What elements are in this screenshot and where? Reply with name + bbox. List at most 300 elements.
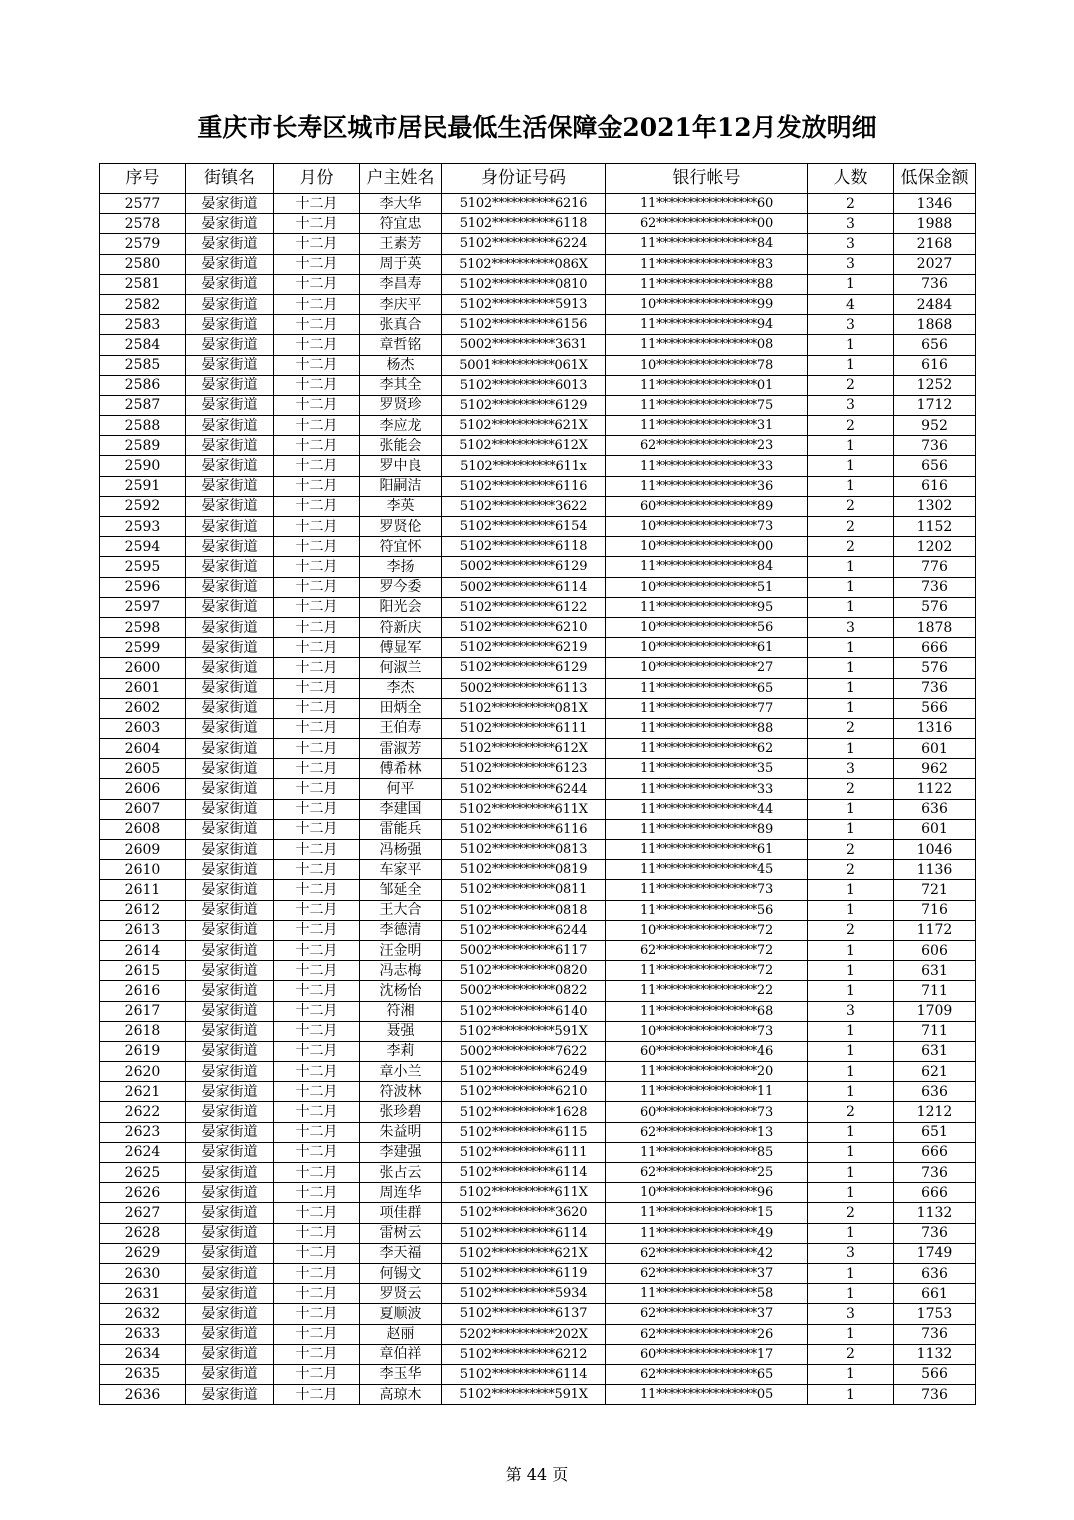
- cell-serial: 2629: [100, 1243, 186, 1263]
- cell-street: 晏家街道: [186, 234, 274, 254]
- cell-householder: 李英: [360, 496, 442, 516]
- cell-id-number: 5102**********0820: [442, 961, 606, 981]
- cell-people-count: 1: [808, 1284, 894, 1304]
- cell-street: 晏家街道: [186, 1102, 274, 1122]
- cell-amount: 666: [894, 1142, 976, 1162]
- cell-amount: 716: [894, 900, 976, 920]
- cell-street: 晏家街道: [186, 355, 274, 375]
- cell-bank-account: 10****************73: [606, 517, 808, 537]
- cell-month: 十二月: [274, 597, 360, 617]
- cell-serial: 2624: [100, 1142, 186, 1162]
- cell-month: 十二月: [274, 1082, 360, 1102]
- cell-serial: 2590: [100, 456, 186, 476]
- table-row: [100, 355, 976, 375]
- cell-serial: 2587: [100, 395, 186, 415]
- table-row: [100, 961, 976, 981]
- cell-id-number: 5102**********6111: [442, 1142, 606, 1162]
- cell-id-number: 5102**********6212: [442, 1344, 606, 1364]
- cell-bank-account: 11****************45: [606, 860, 808, 880]
- cell-serial: 2584: [100, 335, 186, 355]
- cell-householder: 章伯祥: [360, 1344, 442, 1364]
- cell-people-count: 1: [808, 355, 894, 375]
- table-row: [100, 274, 976, 294]
- cell-id-number: 5102**********6137: [442, 1304, 606, 1324]
- cell-street: 晏家街道: [186, 517, 274, 537]
- cell-serial: 2586: [100, 375, 186, 395]
- cell-people-count: 1: [808, 961, 894, 981]
- cell-id-number: 5002**********7622: [442, 1041, 606, 1061]
- table-row: [100, 234, 976, 254]
- table-row: [100, 597, 976, 617]
- cell-people-count: 1: [808, 1263, 894, 1283]
- cell-bank-account: 11****************62: [606, 739, 808, 759]
- cell-amount: 566: [894, 1364, 976, 1384]
- cell-householder: 邹延全: [360, 880, 442, 900]
- cell-serial: 2611: [100, 880, 186, 900]
- table-row: [100, 1284, 976, 1304]
- cell-bank-account: 10****************78: [606, 355, 808, 375]
- header-street: 街镇名: [186, 164, 274, 194]
- cell-amount: 616: [894, 355, 976, 375]
- table-row: [100, 1062, 976, 1082]
- cell-amount: 621: [894, 1062, 976, 1082]
- cell-householder: 符宜怀: [360, 537, 442, 557]
- cell-people-count: 1: [808, 1183, 894, 1203]
- cell-amount: 736: [894, 436, 976, 456]
- cell-bank-account: 11****************88: [606, 274, 808, 294]
- cell-id-number: 5102**********6114: [442, 1163, 606, 1183]
- cell-people-count: 1: [808, 1021, 894, 1041]
- cell-street: 晏家街道: [186, 335, 274, 355]
- cell-serial: 2633: [100, 1324, 186, 1344]
- table-row: [100, 920, 976, 940]
- cell-id-number: 5002**********6114: [442, 577, 606, 597]
- cell-bank-account: 60****************46: [606, 1041, 808, 1061]
- cell-month: 十二月: [274, 517, 360, 537]
- cell-id-number: 5102**********6129: [442, 658, 606, 678]
- cell-bank-account: 11****************61: [606, 840, 808, 860]
- cell-month: 十二月: [274, 880, 360, 900]
- cell-month: 十二月: [274, 739, 360, 759]
- cell-month: 十二月: [274, 1163, 360, 1183]
- cell-amount: 2484: [894, 294, 976, 314]
- cell-street: 晏家街道: [186, 799, 274, 819]
- cell-people-count: 1: [808, 1324, 894, 1344]
- cell-id-number: 5102**********6216: [442, 194, 606, 214]
- cell-bank-account: 62****************42: [606, 1243, 808, 1263]
- cell-month: 十二月: [274, 900, 360, 920]
- table-row: [100, 900, 976, 920]
- table-row: [100, 476, 976, 496]
- cell-serial: 2615: [100, 961, 186, 981]
- cell-bank-account: 11****************73: [606, 880, 808, 900]
- cell-id-number: 5001**********061X: [442, 355, 606, 375]
- header-people-count: 人数: [808, 164, 894, 194]
- cell-people-count: 3: [808, 395, 894, 415]
- cell-people-count: 2: [808, 920, 894, 940]
- cell-householder: 何淑兰: [360, 658, 442, 678]
- cell-bank-account: 11****************72: [606, 961, 808, 981]
- cell-serial: 2581: [100, 274, 186, 294]
- cell-amount: 651: [894, 1122, 976, 1142]
- cell-month: 十二月: [274, 1203, 360, 1223]
- cell-month: 十二月: [274, 355, 360, 375]
- table-row: [100, 819, 976, 839]
- cell-serial: 2591: [100, 476, 186, 496]
- table-row: [100, 1243, 976, 1263]
- cell-street: 晏家街道: [186, 254, 274, 274]
- cell-month: 十二月: [274, 920, 360, 940]
- cell-amount: 736: [894, 678, 976, 698]
- table-row: [100, 1041, 976, 1061]
- cell-householder: 阳光会: [360, 597, 442, 617]
- cell-amount: 962: [894, 759, 976, 779]
- cell-people-count: 3: [808, 254, 894, 274]
- cell-people-count: 2: [808, 517, 894, 537]
- cell-street: 晏家街道: [186, 739, 274, 759]
- cell-street: 晏家街道: [186, 1243, 274, 1263]
- cell-id-number: 5102**********6154: [442, 517, 606, 537]
- cell-people-count: 3: [808, 1001, 894, 1021]
- cell-month: 十二月: [274, 557, 360, 577]
- cell-id-number: 5102**********611x: [442, 456, 606, 476]
- cell-amount: 2168: [894, 234, 976, 254]
- cell-serial: 2600: [100, 658, 186, 678]
- cell-people-count: 3: [808, 759, 894, 779]
- cell-serial: 2614: [100, 940, 186, 960]
- page-title: 重庆市长寿区城市居民最低生活保障金2021年12月发放明细: [197, 113, 877, 142]
- cell-people-count: 3: [808, 617, 894, 637]
- table-row: [100, 254, 976, 274]
- cell-householder: 杨杰: [360, 355, 442, 375]
- cell-street: 晏家街道: [186, 900, 274, 920]
- cell-street: 晏家街道: [186, 981, 274, 1001]
- cell-householder: 李大华: [360, 194, 442, 214]
- cell-id-number: 5102**********3620: [442, 1203, 606, 1223]
- cell-people-count: 3: [808, 234, 894, 254]
- cell-amount: 736: [894, 1385, 976, 1405]
- cell-id-number: 5002**********6113: [442, 678, 606, 698]
- table-row: [100, 375, 976, 395]
- table-row: [100, 1021, 976, 1041]
- cell-serial: 2605: [100, 759, 186, 779]
- cell-householder: 王伯寿: [360, 718, 442, 738]
- cell-householder: 李建强: [360, 1142, 442, 1162]
- cell-people-count: 2: [808, 840, 894, 860]
- table-row: [100, 456, 976, 476]
- cell-bank-account: 11****************84: [606, 234, 808, 254]
- cell-people-count: 2: [808, 1344, 894, 1364]
- cell-bank-account: 10****************96: [606, 1183, 808, 1203]
- cell-bank-account: 10****************99: [606, 294, 808, 314]
- cell-month: 十二月: [274, 819, 360, 839]
- cell-bank-account: 10****************73: [606, 1021, 808, 1041]
- cell-serial: 2635: [100, 1364, 186, 1384]
- cell-bank-account: 11****************84: [606, 557, 808, 577]
- cell-bank-account: 10****************00: [606, 537, 808, 557]
- cell-street: 晏家街道: [186, 416, 274, 436]
- cell-people-count: 2: [808, 416, 894, 436]
- cell-serial: 2595: [100, 557, 186, 577]
- cell-bank-account: 11****************33: [606, 456, 808, 476]
- cell-street: 晏家街道: [186, 638, 274, 658]
- cell-id-number: 5102**********0810: [442, 274, 606, 294]
- cell-people-count: 1: [808, 476, 894, 496]
- table-row: [100, 658, 976, 678]
- cell-street: 晏家街道: [186, 1001, 274, 1021]
- cell-id-number: 5002**********3631: [442, 335, 606, 355]
- cell-amount: 1132: [894, 1203, 976, 1223]
- cell-householder: 罗贤珍: [360, 395, 442, 415]
- cell-people-count: 2: [808, 496, 894, 516]
- cell-amount: 661: [894, 1284, 976, 1304]
- cell-street: 晏家街道: [186, 759, 274, 779]
- cell-amount: 736: [894, 577, 976, 597]
- cell-amount: 1709: [894, 1001, 976, 1021]
- cell-bank-account: 10****************56: [606, 617, 808, 637]
- cell-month: 十二月: [274, 961, 360, 981]
- cell-street: 晏家街道: [186, 880, 274, 900]
- cell-householder: 冯志梅: [360, 961, 442, 981]
- cell-serial: 2612: [100, 900, 186, 920]
- cell-month: 十二月: [274, 981, 360, 1001]
- cell-month: 十二月: [274, 577, 360, 597]
- cell-serial: 2632: [100, 1304, 186, 1324]
- cell-serial: 2578: [100, 214, 186, 234]
- cell-month: 十二月: [274, 1142, 360, 1162]
- table-row: [100, 557, 976, 577]
- cell-serial: 2585: [100, 355, 186, 375]
- cell-householder: 雷淑芳: [360, 739, 442, 759]
- cell-people-count: 2: [808, 718, 894, 738]
- cell-month: 十二月: [274, 840, 360, 860]
- cell-serial: 2617: [100, 1001, 186, 1021]
- cell-street: 晏家街道: [186, 1284, 274, 1304]
- cell-street: 晏家街道: [186, 1062, 274, 1082]
- cell-month: 十二月: [274, 759, 360, 779]
- cell-bank-account: 11****************33: [606, 779, 808, 799]
- cell-amount: 1316: [894, 718, 976, 738]
- cell-householder: 符新庆: [360, 617, 442, 637]
- cell-amount: 1346: [894, 194, 976, 214]
- cell-month: 十二月: [274, 416, 360, 436]
- cell-householder: 李庆平: [360, 294, 442, 314]
- cell-serial: 2599: [100, 638, 186, 658]
- cell-id-number: 5102**********6116: [442, 476, 606, 496]
- cell-id-number: 5102**********6111: [442, 718, 606, 738]
- cell-householder: 张真合: [360, 315, 442, 335]
- cell-id-number: 5102**********0813: [442, 840, 606, 860]
- cell-amount: 736: [894, 1223, 976, 1243]
- cell-bank-account: 11****************20: [606, 1062, 808, 1082]
- cell-people-count: 1: [808, 1163, 894, 1183]
- table-row: [100, 880, 976, 900]
- cell-people-count: 1: [808, 819, 894, 839]
- cell-id-number: 5102**********6115: [442, 1122, 606, 1142]
- cell-people-count: 2: [808, 1102, 894, 1122]
- cell-id-number: 5102**********6013: [442, 375, 606, 395]
- cell-people-count: 1: [808, 436, 894, 456]
- cell-bank-account: 62****************23: [606, 436, 808, 456]
- cell-month: 十二月: [274, 1284, 360, 1304]
- cell-id-number: 5002**********0822: [442, 981, 606, 1001]
- cell-serial: 2609: [100, 840, 186, 860]
- table-row: [100, 1122, 976, 1142]
- cell-householder: 朱益明: [360, 1122, 442, 1142]
- cell-id-number: 5102**********612X: [442, 436, 606, 456]
- cell-id-number: 5102**********0819: [442, 860, 606, 880]
- cell-people-count: 2: [808, 375, 894, 395]
- cell-month: 十二月: [274, 234, 360, 254]
- cell-householder: 周连华: [360, 1183, 442, 1203]
- table-row: [100, 860, 976, 880]
- cell-street: 晏家街道: [186, 496, 274, 516]
- cell-bank-account: 11****************56: [606, 900, 808, 920]
- cell-id-number: 5102**********591X: [442, 1021, 606, 1041]
- cell-serial: 2589: [100, 436, 186, 456]
- cell-amount: 636: [894, 1082, 976, 1102]
- cell-serial: 2627: [100, 1203, 186, 1223]
- cell-id-number: 5102**********6249: [442, 1062, 606, 1082]
- table-row: [100, 1163, 976, 1183]
- table-row: [100, 1364, 976, 1384]
- cell-people-count: 1: [808, 880, 894, 900]
- table-row: [100, 1203, 976, 1223]
- cell-householder: 章哲铭: [360, 335, 442, 355]
- cell-bank-account: 11****************68: [606, 1001, 808, 1021]
- cell-amount: 711: [894, 981, 976, 1001]
- cell-street: 晏家街道: [186, 1385, 274, 1405]
- cell-serial: 2602: [100, 698, 186, 718]
- cell-amount: 1132: [894, 1344, 976, 1364]
- cell-serial: 2593: [100, 517, 186, 537]
- cell-householder: 项佳群: [360, 1203, 442, 1223]
- cell-amount: 1136: [894, 860, 976, 880]
- cell-street: 晏家街道: [186, 1122, 274, 1142]
- cell-householder: 傅显军: [360, 638, 442, 658]
- page-number: 第 44 页: [505, 1465, 569, 1484]
- cell-id-number: 5102**********6140: [442, 1001, 606, 1021]
- table-row: [100, 678, 976, 698]
- cell-people-count: 3: [808, 1304, 894, 1324]
- cell-id-number: 5102**********6116: [442, 819, 606, 839]
- cell-id-number: 5102**********6129: [442, 395, 606, 415]
- cell-amount: 736: [894, 1324, 976, 1344]
- cell-bank-account: 11****************58: [606, 1284, 808, 1304]
- cell-householder: 夏顺波: [360, 1304, 442, 1324]
- cell-month: 十二月: [274, 1243, 360, 1263]
- cell-serial: 2582: [100, 294, 186, 314]
- cell-id-number: 5102**********6119: [442, 1263, 606, 1283]
- cell-month: 十二月: [274, 1223, 360, 1243]
- cell-people-count: 3: [808, 214, 894, 234]
- cell-serial: 2606: [100, 779, 186, 799]
- cell-people-count: 4: [808, 294, 894, 314]
- cell-people-count: 1: [808, 1385, 894, 1405]
- cell-amount: 1302: [894, 496, 976, 516]
- cell-month: 十二月: [274, 254, 360, 274]
- cell-street: 晏家街道: [186, 1163, 274, 1183]
- table-row: [100, 395, 976, 415]
- cell-month: 十二月: [274, 294, 360, 314]
- cell-street: 晏家街道: [186, 476, 274, 496]
- cell-people-count: 1: [808, 577, 894, 597]
- cell-serial: 2607: [100, 799, 186, 819]
- cell-month: 十二月: [274, 638, 360, 658]
- cell-month: 十二月: [274, 940, 360, 960]
- cell-id-number: 5102**********6114: [442, 1364, 606, 1384]
- cell-amount: 636: [894, 1263, 976, 1283]
- cell-street: 晏家街道: [186, 617, 274, 637]
- cell-householder: 汪金明: [360, 940, 442, 960]
- table-row: [100, 739, 976, 759]
- table-header-row: [100, 164, 976, 194]
- cell-amount: 1988: [894, 214, 976, 234]
- cell-street: 晏家街道: [186, 456, 274, 476]
- cell-serial: 2625: [100, 1163, 186, 1183]
- cell-street: 晏家街道: [186, 557, 274, 577]
- table-row: [100, 698, 976, 718]
- cell-householder: 罗贤云: [360, 1284, 442, 1304]
- cell-householder: 张占云: [360, 1163, 442, 1183]
- cell-people-count: 1: [808, 638, 894, 658]
- cell-householder: 罗今委: [360, 577, 442, 597]
- cell-id-number: 5102**********6123: [442, 759, 606, 779]
- cell-people-count: 1: [808, 799, 894, 819]
- cell-id-number: 5102**********0818: [442, 900, 606, 920]
- cell-street: 晏家街道: [186, 1364, 274, 1384]
- cell-month: 十二月: [274, 1102, 360, 1122]
- cell-bank-account: 11****************88: [606, 718, 808, 738]
- cell-serial: 2619: [100, 1041, 186, 1061]
- cell-month: 十二月: [274, 718, 360, 738]
- cell-month: 十二月: [274, 1263, 360, 1283]
- cell-street: 晏家街道: [186, 1142, 274, 1162]
- cell-street: 晏家街道: [186, 1324, 274, 1344]
- cell-street: 晏家街道: [186, 1203, 274, 1223]
- table-row: [100, 436, 976, 456]
- cell-amount: 952: [894, 416, 976, 436]
- cell-serial: 2577: [100, 194, 186, 214]
- cell-householder: 李玉华: [360, 1364, 442, 1384]
- cell-month: 十二月: [274, 617, 360, 637]
- cell-people-count: 1: [808, 1122, 894, 1142]
- cell-people-count: 1: [808, 900, 894, 920]
- cell-bank-account: 11****************89: [606, 819, 808, 839]
- cell-id-number: 5102**********621X: [442, 416, 606, 436]
- cell-bank-account: 60****************17: [606, 1344, 808, 1364]
- cell-householder: 李其全: [360, 375, 442, 395]
- cell-street: 晏家街道: [186, 698, 274, 718]
- cell-id-number: 5102**********6244: [442, 920, 606, 940]
- table-row: [100, 617, 976, 637]
- cell-householder: 符宜忠: [360, 214, 442, 234]
- table-row: [100, 1263, 976, 1283]
- cell-id-number: 5102**********5934: [442, 1284, 606, 1304]
- cell-bank-account: 11****************85: [606, 1142, 808, 1162]
- table-row: [100, 1304, 976, 1324]
- table-row: [100, 799, 976, 819]
- cell-id-number: 5102**********612X: [442, 739, 606, 759]
- table-row: [100, 759, 976, 779]
- cell-householder: 李杰: [360, 678, 442, 698]
- cell-bank-account: 11****************65: [606, 678, 808, 698]
- header-id-number: 身份证号码: [442, 164, 606, 194]
- cell-householder: 何平: [360, 779, 442, 799]
- cell-month: 十二月: [274, 214, 360, 234]
- cell-amount: 1212: [894, 1102, 976, 1122]
- cell-people-count: 1: [808, 1041, 894, 1061]
